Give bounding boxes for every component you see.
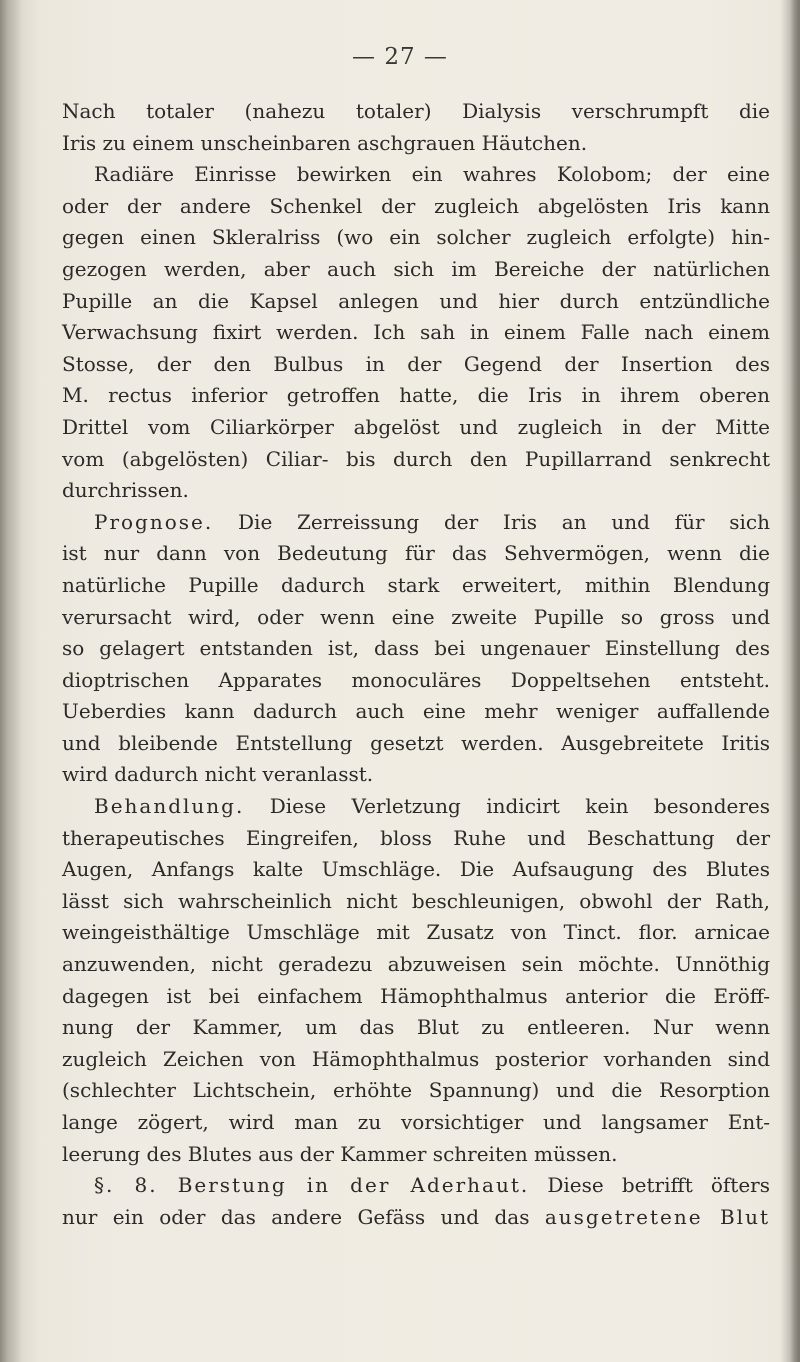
text-line: Augen, Anfangs kalte Umschläge. Die Aufsaugung des Blutes <box>62 857 770 882</box>
text-line: Nach totaler (nahezu totaler) Dialysis verschrumpft die <box>62 99 770 123</box>
text-line: Pupille an die Kapsel anlegen und hier durch entzündliche <box>62 288 770 313</box>
body-text <box>62 96 770 1233</box>
text-line: gegen einen Skleralriss (wo ein solcher zugleich erfolgte) hin- <box>62 225 770 250</box>
text-line: Radiäre Einrisse bewirken ein wahres Kolobom; der eine <box>94 162 770 187</box>
text-line: nung der Kammer, um das Blut zu entleeren. Nur wenn <box>62 1015 770 1040</box>
heading-prognose: Prognose. <box>94 509 214 534</box>
text-line <box>62 1170 770 1202</box>
text-line <box>62 1202 770 1234</box>
text-line: lässt sich wahrscheinlich nicht beschleunigen, obwohl der Rath, <box>62 888 770 913</box>
text-line: wird dadurch nicht veranlasst. <box>62 762 374 787</box>
text-line: M. rectus inferior getroffen hatte, die Iris in ihrem oberen <box>62 383 770 408</box>
text-line: dagegen ist bei einfachem Hämophthalmus anterior die Eröff- <box>62 983 770 1008</box>
emphasis-ausgetretene-blut: ausgetretene Blut <box>544 1204 770 1229</box>
text-line-rest: Die Zerreissung der Iris an und für sich <box>238 509 770 534</box>
text-line: vom (abgelösten) Ciliar- bis durch den Pupillarrand senkrecht <box>62 446 770 471</box>
text-line-start: nur ein oder das andere Gefäss und das <box>62 1204 530 1229</box>
text-line: zugleich Zeichen von Hämophthalmus posterior vorhanden sind <box>62 1046 770 1071</box>
page-edge-shadow <box>790 0 800 1362</box>
text-line: durchrissen. <box>62 478 189 503</box>
heading-behandlung: Behandlung. <box>94 794 245 819</box>
heading-section-8: §. 8. Berstung in der Aderhaut. <box>94 1173 530 1198</box>
text-line: so gelagert entstanden ist, dass bei ungenauer Einstellung des <box>62 636 770 661</box>
text-line-rest: Diese betrifft öfters <box>547 1173 770 1198</box>
text-line: Iris zu einem unscheinbaren aschgrauen Häutchen. <box>62 130 588 155</box>
text-line-rest: Diese Verletzung indicirt kein besonderes <box>269 794 771 819</box>
text-line: Drittel vom Ciliarkörper abgelöst und zugleich in der Mitte <box>62 414 770 439</box>
text-line: verursacht wird, oder wenn eine zweite Pupille so gross und <box>62 604 770 629</box>
text-line <box>62 791 770 823</box>
text-line: anzuwenden, nicht geradezu abzuweisen sein möchte. Unnöthig <box>62 952 770 977</box>
text-line: weingeisthältige Umschläge mit Zusatz von Tinct. flor. arnicae <box>62 920 770 945</box>
text-line: leerung des Blutes aus der Kammer schreiten müssen. <box>62 1141 618 1166</box>
text-line: Stosse, der den Bulbus in der Gegend der Insertion des <box>62 351 770 376</box>
text-line: oder der andere Schenkel der zugleich abgelösten Iris kann <box>62 193 770 218</box>
text-line: dioptrischen Apparates monoculäres Doppeltsehen entsteht. <box>62 667 770 692</box>
page-number: — 27 — <box>352 44 448 70</box>
text-line: (schlechter Lichtschein, erhöhte Spannung) und die Resorption <box>62 1078 770 1103</box>
text-line: lange zögert, wird man zu vorsichtiger und langsamer Ent- <box>62 1110 770 1134</box>
text-line: gezogen werden, aber auch sich im Bereiche der natürlichen <box>62 256 770 281</box>
text-line: Verwachsung fixirt werden. Ich sah in einem Falle nach einem <box>62 320 770 345</box>
text-line: Ueberdies kann dadurch auch eine mehr weniger auffallende <box>62 699 770 724</box>
text-line: therapeutisches Eingreifen, bloss Ruhe und Beschattung der <box>62 825 770 850</box>
text-line <box>62 507 770 539</box>
text-line: ist nur dann von Bedeutung für das Sehvermögen, wenn die <box>62 541 770 566</box>
page-spine-shadow <box>0 0 22 1362</box>
text-line: natürliche Pupille dadurch stark erweitert, mithin Blendung <box>62 572 770 597</box>
text-line: und bleibende Entstellung gesetzt werden. Ausgebreitete Iritis <box>62 730 770 755</box>
